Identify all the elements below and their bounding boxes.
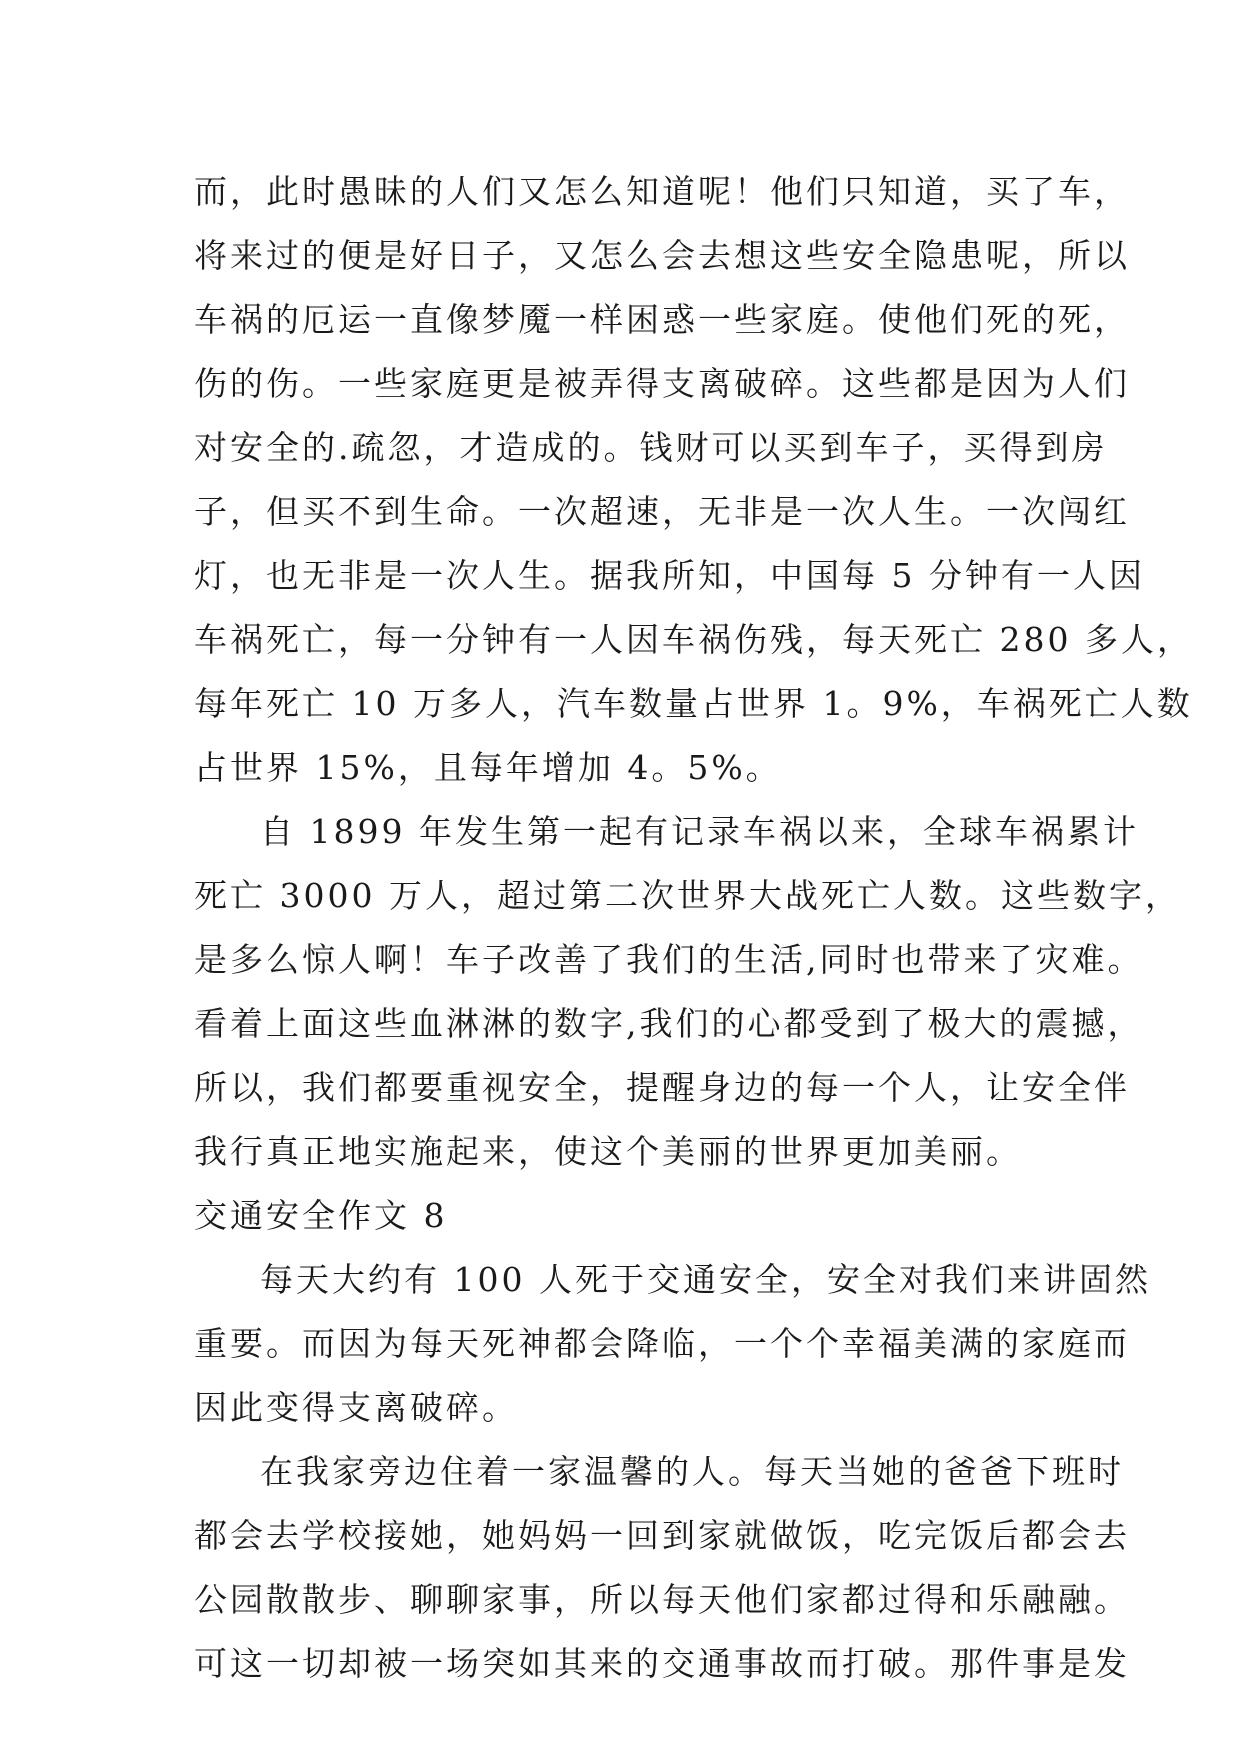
text-line: 伤的伤。一些家庭更是被弄得支离破碎。这些都是因为人们 <box>194 364 1130 403</box>
document-page <box>194 160 1193 1696</box>
text-line: 车祸死亡，每一分钟有一人因车祸伤残，每天死亡 280 多人， <box>194 620 1193 659</box>
text-line: 因此变得支离破碎。 <box>194 1388 518 1427</box>
text-line: 车祸的厄运一直像梦魇一样困惑一些家庭。使他们死的死， <box>194 300 1130 339</box>
text-line: 自 1899 年发生第一起有记录车祸以来，全球车祸累计 <box>260 812 1139 851</box>
text-line: 对安全的.疏忽，才造成的。钱财可以买到车子，买得到房 <box>194 428 1108 467</box>
text-line: 都会去学校接她，她妈妈一回到家就做饭，吃完饭后都会去 <box>194 1516 1130 1555</box>
text-line: 公园散散步、聊聊家事，所以每天他们家都过得和乐融融。 <box>194 1580 1130 1619</box>
text-line: 所以，我们都要重视安全，提醒身边的每一个人，让安全伴 <box>194 1068 1130 1107</box>
paragraph-2 <box>194 800 1181 1184</box>
text-line: 重要。而因为每天死神都会降临，一个个幸福美满的家庭而 <box>194 1324 1130 1363</box>
paragraph-1 <box>194 160 1193 800</box>
text-line: 我行真正地实施起来，使这个美丽的世界更加美丽。 <box>194 1132 1022 1171</box>
text-line: 在我家旁边住着一家温馨的人。每天当她的爸爸下班时 <box>260 1452 1124 1491</box>
text-line: 子，但买不到生命。一次超速，无非是一次人生。一次闯红 <box>194 492 1130 531</box>
text-line: 可这一切却被一场突如其来的交通事故而打破。那件事是发 <box>194 1644 1130 1683</box>
paragraph-4 <box>194 1440 1130 1696</box>
text-line: 占世界 15%，且每年增加 4。5%。 <box>194 748 782 787</box>
text-line: 每天大约有 100 人死于交通安全，安全对我们来讲固然 <box>260 1260 1151 1299</box>
text-line: 灯，也无非是一次人生。据我所知，中国每 5 分钟有一人因 <box>194 556 1145 595</box>
text-line: 而，此时愚昧的人们又怎么知道呢！他们只知道，买了车， <box>194 172 1130 211</box>
text-line: 死亡 3000 万人，超过第二次世界大战死亡人数。这些数字， <box>194 876 1181 915</box>
paragraph-3 <box>194 1248 1151 1440</box>
text-line: 将来过的便是好日子，又怎么会去想这些安全隐患呢，所以 <box>194 236 1130 275</box>
text-line: 看着上面这些血淋淋的数字,我们的心都受到了极大的震撼， <box>194 1004 1144 1043</box>
text-line: 是多么惊人啊！车子改善了我们的生活,同时也带来了灾难。 <box>194 940 1144 979</box>
text-line: 每年死亡 10 万多人，汽车数量占世界 1。9%，车祸死亡人数 <box>194 684 1193 723</box>
section-heading: 交通安全作文 8 <box>194 1196 448 1235</box>
